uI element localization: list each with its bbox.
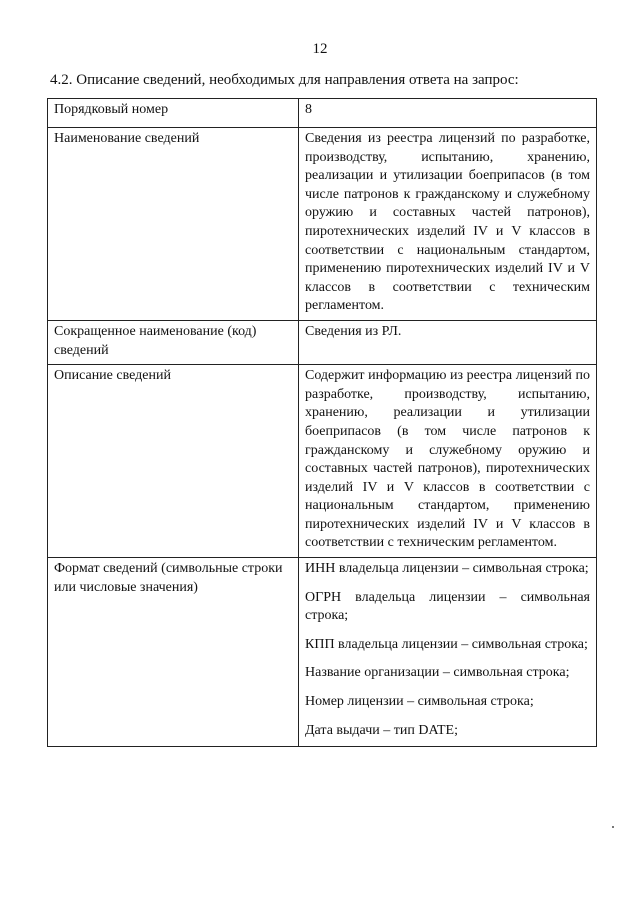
table-row (48, 320, 597, 364)
row-value-info-name: Сведения из реестра лицензий по разработке, производству, испытанию, хранению, реализации и утилизации боеприпасов (в том числе патронов к гражданскому и служебному оружию и составных частей патронов), пиротехнических изделий IV и V классов в соответствии с национальным стандартом, применению пиротехнических изделий IV и V классов в соответствии с техническим регламентом. (299, 128, 597, 321)
format-item-issue-date: Дата выдачи – тип DATE; (305, 722, 458, 738)
row-value-serial-number: 8 (299, 99, 597, 128)
scan-speck (612, 826, 614, 828)
row-value-short-name: Сведения из РЛ. (299, 320, 597, 364)
row-value-description: Содержит информацию из реестра лицензий по разработке, производству, испытанию, хранению, реализации и утилизации боеприпасов (в том числе патронов к гражданскому и служебному оружию и составных частей патронов), пиротехнических изделий IV и V классов в соответствии с национальным стандартом, применению пиротехнических изделий IV и V классов в соответствии с техническим регламентом. (299, 365, 597, 558)
format-item-license-number: Номер лицензии – символьная строка; (305, 694, 534, 710)
row-value-format (299, 558, 597, 747)
format-item-inn: ИНН владельца лицензии – символьная строка; (305, 561, 589, 577)
row-label-serial-number: Порядковый номер (48, 99, 299, 128)
format-item-ogrn: ОГРН владельца лицензии – символьная строка; (305, 589, 590, 624)
table-row (48, 365, 597, 558)
table-row (48, 99, 597, 128)
row-label-description: Описание сведений (48, 365, 299, 558)
table-row (48, 128, 597, 321)
page-number: 12 (312, 41, 328, 57)
table-row (48, 558, 597, 747)
row-label-info-name: Наименование сведений (48, 128, 299, 321)
section-heading: 4.2. Описание сведений, необходимых для направления ответа на запрос: (50, 72, 519, 88)
row-label-format: Формат сведений (символьные строки или числовые значения) (48, 558, 299, 747)
format-item-org-name: Название организации – символьная строка; (305, 665, 570, 681)
format-item-kpp: КПП владельца лицензии – символьная строка; (305, 636, 588, 652)
row-label-short-name: Сокращенное наименование (код) сведений (48, 320, 299, 364)
info-table (47, 98, 597, 747)
